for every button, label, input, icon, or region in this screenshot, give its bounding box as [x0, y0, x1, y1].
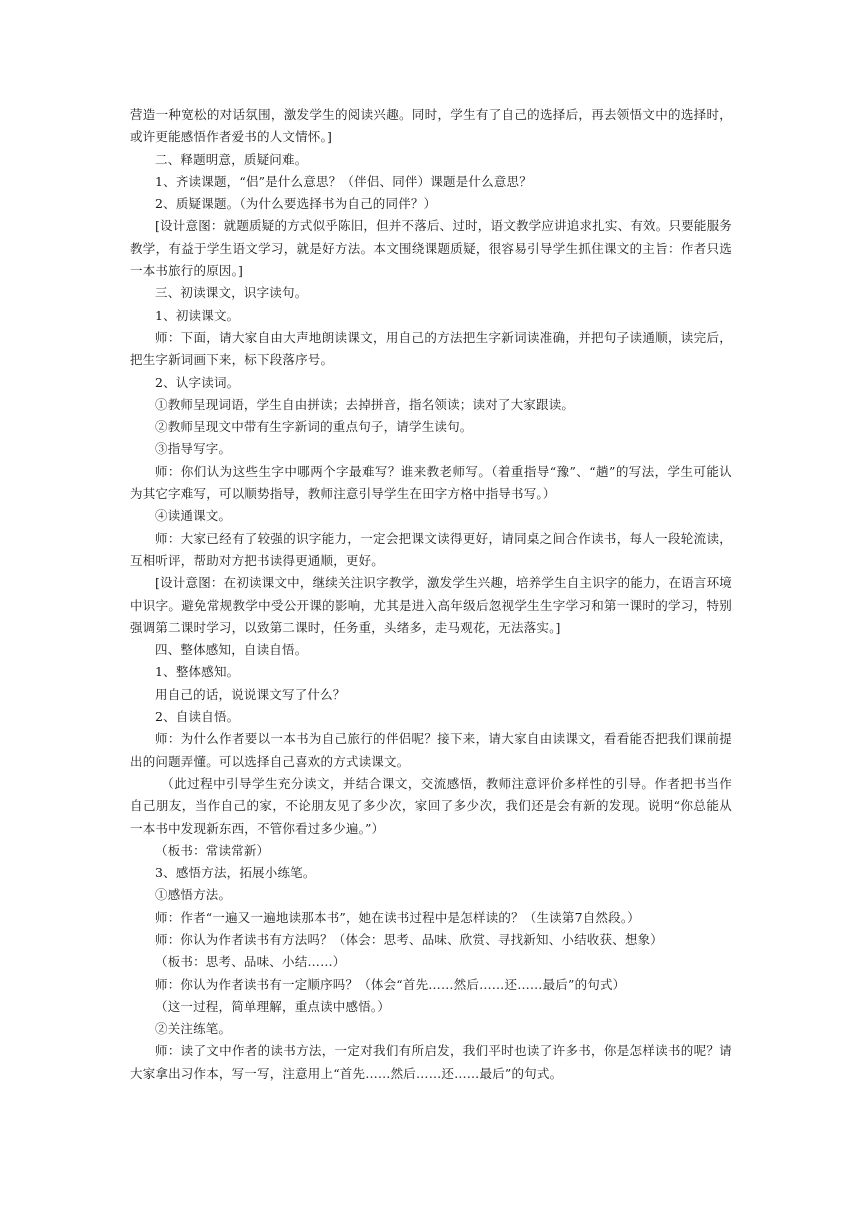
paragraph: 营造一种宽松的对话氛围，激发学生的阅读兴趣。同时，学生有了自己的选择后，再去领悟文中的选择时，或许更能感悟作者爱书的人文情怀。]	[130, 107, 732, 145]
paragraph: 师：为什么作者要以一本书为自己旅行的伴侣呢？接下来，请大家自由读课文，看看能否把我们课前提出的问题弄懂。可以选择自己喜欢的方式读课文。	[130, 731, 732, 769]
paragraph: 2、认字读词。	[155, 374, 240, 390]
design-intent-note: [设计意图：在初读课文中，继续关注识字教学，激发学生兴趣，培养学生自主识字的能力，在语言环境中识字。避免常规教学中受公开课的影响，尤其是进入高年级后忽视学生生字学习和第一课时的学习，特别强调第二课时学习，以致第二课时，任务重，头绪多，走马观花，无法落实。]	[130, 575, 732, 635]
paragraph: 师：读了文中作者的读书方法，一定对我们有所启发，我们平时也读了许多书，你是怎样读书的呢？请大家拿出习作本，写一写，注意用上“首先……然后……还……最后”的句式。	[130, 1043, 732, 1081]
paragraph: 师：作者“一遍又一遍地读那本书”，她在读书过程中是怎样读的？（生读第7自然段。）	[155, 909, 640, 925]
paragraph: 2、自读自悟。	[155, 709, 240, 725]
paragraph: 师：你们认为这些生字中哪两个字最难写？谁来教老师写。（着重指导“豫”、“趟”的写法，学生可能认为其它字难写，可以顺势指导，教师注意引导学生在田字方格中指导书写。）	[130, 463, 732, 502]
paragraph: （此过程中引导学生充分读文，并结合课文，交流感悟，教师注意评价多样性的引导。作者把书当作自己朋友，当作自己的家，不论朋友见了多少次，家回了多少次，我们还是会有新的发现。说明“你总能从一本书中发现新东西，不管你看过多少遍。”）	[130, 775, 732, 836]
paragraph: （这一过程，简单理解，重点读中感悟。）	[155, 998, 391, 1014]
paragraph: ①感悟方法。	[155, 887, 232, 903]
paragraph: ②关注练笔。	[155, 1021, 232, 1037]
paragraph: 师：下面，请大家自由大声地朗读课文，用自己的方法把生字新词读准确，并把句子读通顺，读完后，把生字新词画下来，标下段落序号。	[130, 329, 732, 368]
section-heading: 二、释题明意，质疑问难。	[155, 151, 308, 167]
paragraph: ④读通课文。	[155, 508, 232, 524]
paragraph: 师：你认为作者读书有一定顺序吗？（体会“首先……然后……还……最后”的句式）	[155, 976, 626, 992]
paragraph: ②教师呈现文中带有生字新词的重点句子，请学生读句。	[155, 419, 473, 435]
blackboard-note: （板书：思考、品味、小结……）	[155, 954, 346, 970]
design-intent-note: [设计意图：就题质疑的方式似乎陈旧，但并不落后、过时，语文教学应讲追求扎实、有效。只要能服务教学，有益于学生语文学习，就是好方法。本文围绕课题质疑，很容易引导学生抓住课文的主旨：作者只选一本书旅行的原因。]	[130, 218, 732, 279]
section-heading: 四、整体感知，自读自悟。	[155, 642, 308, 658]
paragraph: ③指导写字。	[155, 441, 232, 457]
paragraph: 1、齐读课题，“侣”是什么意思？（伴侣、同伴）课题是什么意思？	[155, 173, 532, 189]
blackboard-note: （板书：常读常新）	[155, 842, 270, 858]
paragraph: 2、质疑课题。（为什么要选择书为自己的同伴？）	[155, 196, 437, 212]
paragraph: 1、整体感知。	[155, 664, 240, 680]
document-body	[130, 104, 732, 1085]
paragraph: 师：你认为作者读书有方法吗？（体会：思考、品味、欣赏、寻找新知、小结收获、想象）	[155, 931, 664, 947]
paragraph: 师：大家已经有了较强的识字能力，一定会把课文读得更好，请同桌之间合作读书，每人一段轮流读，互相听评，帮助对方把书读得更通顺，更好。	[130, 530, 732, 568]
paragraph: 1、初读课文。	[155, 307, 240, 323]
paragraph: 用自己的话，说说课文写了什么？	[155, 686, 346, 702]
paragraph: 3、感悟方法，拓展小练笔。	[155, 865, 316, 881]
section-heading: 三、初读课文，识字读句。	[155, 285, 308, 301]
paragraph: ①教师呈现词语，学生自由拼读；去掉拼音，指名领读；读对了大家跟读。	[155, 396, 575, 412]
